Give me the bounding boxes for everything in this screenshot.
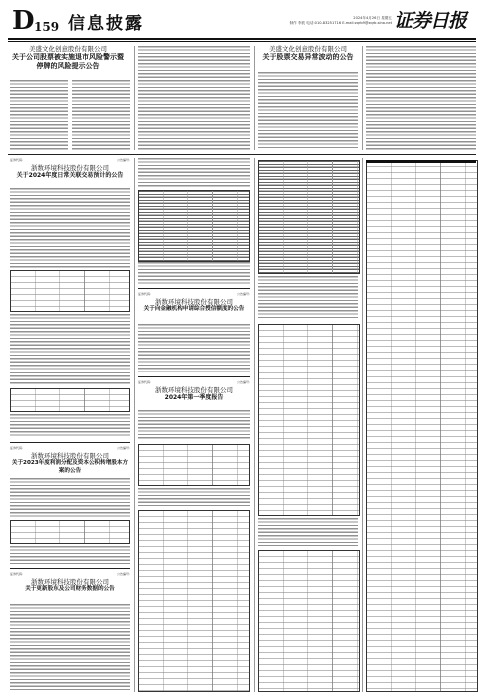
contact-line: 制作 李波 电话:010-83251716 E-mail:zqrb9@zqrb.sina.net bbox=[289, 21, 392, 25]
article-6-body bbox=[138, 410, 250, 440]
article-1-title: 关于公司股票被实施退市风险警示暨停牌的风险提示公告 bbox=[12, 53, 124, 70]
article-4-body-3 bbox=[10, 414, 130, 438]
article-4-headline bbox=[10, 164, 130, 180]
masthead-rule bbox=[8, 38, 476, 40]
col2-table-1 bbox=[138, 190, 250, 262]
article-4-body-2 bbox=[10, 314, 130, 384]
col3-body-1 bbox=[258, 276, 358, 320]
article-4-table bbox=[10, 270, 130, 312]
article-6-table-2 bbox=[138, 510, 250, 692]
article-7-body bbox=[10, 478, 130, 518]
article-2 bbox=[258, 45, 358, 62]
newspaper-logo: 证券日报 bbox=[394, 10, 467, 32]
article-6: 证券代码: 公告编号: 浙数环境科技股份有限公司 2024年第一季度报告 bbox=[138, 380, 250, 401]
masthead-info bbox=[270, 16, 392, 26]
article-5: 证券代码: 公告编号: 浙数环境科技股份有限公司 关于向金融机构申请综合授信额度的公告 bbox=[138, 292, 250, 312]
article-8-company: 浙数环境科技股份有限公司 bbox=[31, 578, 109, 586]
article-8-body bbox=[10, 604, 130, 690]
article-2-body-2 bbox=[366, 46, 476, 150]
article-1 bbox=[10, 45, 126, 71]
article-7-title: 关于2023年度利润分配及资本公积转增股本方案的公告 bbox=[11, 460, 129, 474]
col4-table bbox=[366, 160, 478, 692]
article-1-body-2 bbox=[72, 80, 130, 150]
article-1-body bbox=[10, 80, 68, 150]
article-1-company: 美盛文化创意股份有限公司 bbox=[29, 45, 107, 53]
article-7: 证券代码: 公告编号: 浙数环境科技股份有限公司 关于2023年度利润分配及资本公积转增股本方案的公告 bbox=[10, 446, 130, 474]
article-5-body bbox=[138, 324, 250, 372]
col2-body-1 bbox=[138, 262, 250, 284]
article-5-headline bbox=[138, 298, 250, 314]
article-1-headline bbox=[10, 45, 126, 71]
col3-table-1 bbox=[258, 160, 360, 274]
article-5-title: 关于向金融机构申请综合授信额度的公告 bbox=[143, 306, 245, 312]
article-6-body-2 bbox=[138, 488, 250, 506]
article-6-title: 2024年第一季度报告 bbox=[164, 394, 224, 401]
col3-body-2 bbox=[258, 518, 358, 546]
article-4-meta: 证券代码: 公告编号: bbox=[10, 158, 130, 162]
article-8-title: 关于更新股东及公司财务数据的公告 bbox=[25, 586, 115, 592]
article-7-body-2 bbox=[10, 546, 130, 564]
section-letter: D bbox=[12, 6, 34, 36]
article-8: 证券代码: 公告编号: 浙数环境科技股份有限公司 关于更新股东及公司财务数据的公告 bbox=[10, 572, 130, 592]
article-7-company: 浙数环境科技股份有限公司 bbox=[31, 452, 109, 460]
article-6-headline bbox=[138, 386, 250, 402]
article-4-company: 浙数环境科技股份有限公司 bbox=[31, 164, 109, 172]
article-5-company: 浙数环境科技股份有限公司 bbox=[155, 298, 233, 306]
article-4 bbox=[10, 158, 130, 180]
article-2-title: 关于股票交易异常波动的公告 bbox=[262, 53, 354, 61]
article-1-body-3 bbox=[138, 46, 250, 150]
article-4-title: 关于2024年度日常关联交易预计的公告 bbox=[16, 172, 124, 179]
article-6-table-1 bbox=[138, 444, 250, 486]
article-2-body bbox=[258, 72, 358, 150]
section-number: 159 bbox=[34, 20, 60, 34]
masthead bbox=[8, 8, 478, 36]
article-4-body bbox=[10, 188, 130, 268]
col3-table-2 bbox=[258, 324, 360, 516]
col2-body-top bbox=[138, 158, 250, 188]
article-8-headline bbox=[10, 578, 130, 594]
masthead-rule-thin bbox=[8, 41, 476, 42]
article-7-headline bbox=[10, 452, 130, 475]
col3-table-3 bbox=[258, 550, 360, 692]
article-6-company: 浙数环境科技股份有限公司 bbox=[155, 386, 233, 394]
article-2-company: 美盛文化创意股份有限公司 bbox=[269, 45, 347, 53]
article-2-headline bbox=[258, 45, 358, 62]
date-line: 2024年4月26日 星期五 bbox=[353, 16, 392, 20]
section-title: 信息披露 bbox=[68, 14, 144, 34]
article-4-table-2 bbox=[10, 388, 130, 412]
article-7-table bbox=[10, 520, 130, 544]
